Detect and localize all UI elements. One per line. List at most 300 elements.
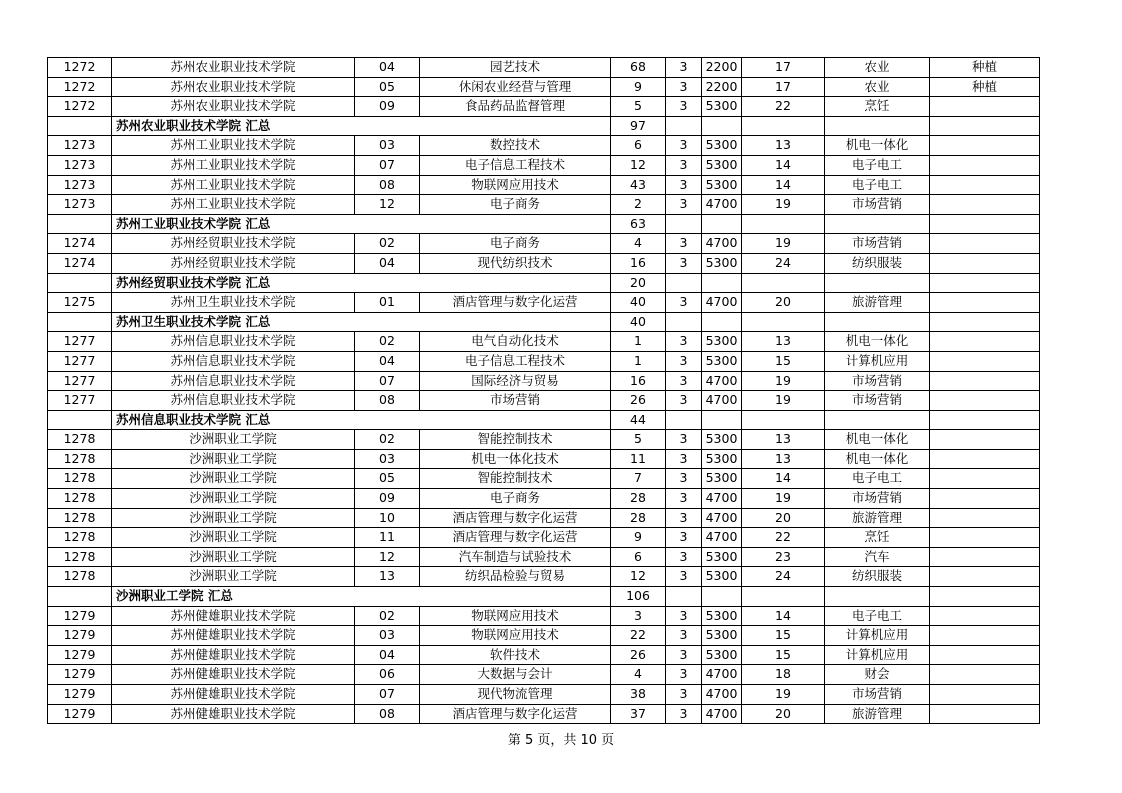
plan-count-cell: 37 (611, 704, 666, 724)
major-group-cell: 15 (742, 351, 825, 371)
duration-cell: 3 (666, 77, 702, 97)
empty-cell (666, 214, 702, 234)
remark-cell: 种植 (930, 58, 1040, 78)
plan-count-cell: 26 (611, 645, 666, 665)
major-group-cell: 19 (742, 371, 825, 391)
empty-cell (48, 273, 112, 293)
institution-code-cell: 1278 (48, 489, 112, 509)
major-code-cell: 02 (355, 430, 420, 450)
remark-cell (930, 626, 1040, 646)
summary-total-cell: 40 (611, 312, 666, 332)
duration-cell: 3 (666, 606, 702, 626)
major-name-cell: 数控技术 (420, 136, 611, 156)
institution-code-cell: 1272 (48, 58, 112, 78)
remark-cell (930, 430, 1040, 450)
major-group-cell: 14 (742, 175, 825, 195)
major-name-cell: 食品药品监督管理 (420, 97, 611, 117)
institution-code-cell: 1273 (48, 155, 112, 175)
major-code-cell: 03 (355, 136, 420, 156)
empty-cell (930, 214, 1040, 234)
category-cell: 旅游管理 (825, 508, 930, 528)
institution-code-cell: 1273 (48, 175, 112, 195)
school-name-cell: 苏州健雄职业技术学院 (112, 665, 355, 685)
plan-count-cell: 4 (611, 234, 666, 254)
major-name-cell: 国际经济与贸易 (420, 371, 611, 391)
major-group-cell: 22 (742, 97, 825, 117)
school-name-cell: 苏州信息职业技术学院 (112, 351, 355, 371)
table-row (48, 195, 1040, 215)
duration-cell: 3 (666, 371, 702, 391)
institution-code-cell: 1274 (48, 253, 112, 273)
category-cell: 市场营销 (825, 685, 930, 705)
plan-count-cell: 28 (611, 489, 666, 509)
summary-title-cell: 苏州经贸职业技术学院 汇总 (112, 273, 611, 293)
plan-count-cell: 16 (611, 371, 666, 391)
plan-count-cell: 11 (611, 449, 666, 469)
category-cell: 机电一体化 (825, 449, 930, 469)
major-name-cell: 电子信息工程技术 (420, 351, 611, 371)
plan-count-cell: 4 (611, 665, 666, 685)
empty-cell (666, 587, 702, 607)
major-name-cell: 智能控制技术 (420, 430, 611, 450)
major-code-cell: 12 (355, 547, 420, 567)
major-group-cell: 19 (742, 391, 825, 411)
institution-code-cell: 1272 (48, 77, 112, 97)
table-row (48, 253, 1040, 273)
remark-cell (930, 567, 1040, 587)
category-cell: 计算机应用 (825, 645, 930, 665)
summary-total-cell: 106 (611, 587, 666, 607)
table-row (48, 606, 1040, 626)
duration-cell: 3 (666, 645, 702, 665)
institution-code-cell: 1277 (48, 371, 112, 391)
major-name-cell: 酒店管理与数字化运营 (420, 704, 611, 724)
major-code-cell: 03 (355, 449, 420, 469)
plan-count-cell: 28 (611, 508, 666, 528)
tuition-fee-cell: 5300 (702, 351, 742, 371)
category-cell: 计算机应用 (825, 351, 930, 371)
institution-code-cell: 1279 (48, 645, 112, 665)
duration-cell: 3 (666, 97, 702, 117)
institution-code-cell: 1278 (48, 528, 112, 548)
remark-cell (930, 136, 1040, 156)
major-code-cell: 08 (355, 175, 420, 195)
summary-title-cell: 苏州农业职业技术学院 汇总 (112, 116, 611, 136)
plan-count-cell: 3 (611, 606, 666, 626)
major-group-cell: 14 (742, 155, 825, 175)
table-row (48, 155, 1040, 175)
tuition-fee-cell: 4700 (702, 508, 742, 528)
major-code-cell: 09 (355, 97, 420, 117)
major-group-cell: 17 (742, 58, 825, 78)
major-name-cell: 现代纺织技术 (420, 253, 611, 273)
tuition-fee-cell: 5300 (702, 567, 742, 587)
empty-cell (742, 312, 825, 332)
duration-cell: 3 (666, 351, 702, 371)
remark-cell (930, 449, 1040, 469)
plan-count-cell: 1 (611, 351, 666, 371)
empty-cell (666, 410, 702, 430)
empty-cell (702, 410, 742, 430)
major-code-cell: 06 (355, 665, 420, 685)
major-name-cell: 大数据与会计 (420, 665, 611, 685)
duration-cell: 3 (666, 547, 702, 567)
empty-cell (930, 410, 1040, 430)
remark-cell (930, 704, 1040, 724)
remark-cell (930, 469, 1040, 489)
tuition-fee-cell: 4700 (702, 234, 742, 254)
school-name-cell: 沙洲职业工学院 (112, 430, 355, 450)
table-row (48, 567, 1040, 587)
major-code-cell: 01 (355, 293, 420, 313)
empty-cell (702, 214, 742, 234)
empty-cell (825, 410, 930, 430)
table-row (48, 645, 1040, 665)
major-code-cell: 13 (355, 567, 420, 587)
plan-count-cell: 68 (611, 58, 666, 78)
duration-cell: 3 (666, 704, 702, 724)
duration-cell: 3 (666, 136, 702, 156)
school-name-cell: 沙洲职业工学院 (112, 508, 355, 528)
major-name-cell: 物联网应用技术 (420, 626, 611, 646)
remark-cell: 种植 (930, 77, 1040, 97)
major-code-cell: 11 (355, 528, 420, 548)
school-name-cell: 苏州信息职业技术学院 (112, 391, 355, 411)
major-name-cell: 电子商务 (420, 234, 611, 254)
empty-cell (930, 312, 1040, 332)
major-name-cell: 电气自动化技术 (420, 332, 611, 352)
category-cell: 机电一体化 (825, 136, 930, 156)
table-row (48, 704, 1040, 724)
tuition-fee-cell: 5300 (702, 175, 742, 195)
major-code-cell: 04 (355, 253, 420, 273)
table-row (48, 293, 1040, 313)
major-code-cell: 10 (355, 508, 420, 528)
institution-code-cell: 1278 (48, 508, 112, 528)
tuition-fee-cell: 2200 (702, 58, 742, 78)
major-name-cell: 现代物流管理 (420, 685, 611, 705)
category-cell: 机电一体化 (825, 332, 930, 352)
remark-cell (930, 528, 1040, 548)
major-group-cell: 19 (742, 489, 825, 509)
table-row (48, 351, 1040, 371)
summary-total-cell: 63 (611, 214, 666, 234)
major-code-cell: 02 (355, 234, 420, 254)
school-name-cell: 沙洲职业工学院 (112, 489, 355, 509)
major-name-cell: 酒店管理与数字化运营 (420, 293, 611, 313)
table-body (48, 58, 1040, 724)
major-name-cell: 物联网应用技术 (420, 175, 611, 195)
category-cell: 烹饪 (825, 528, 930, 548)
major-code-cell: 07 (355, 371, 420, 391)
table-row (48, 175, 1040, 195)
school-name-cell: 苏州工业职业技术学院 (112, 155, 355, 175)
remark-cell (930, 665, 1040, 685)
remark-cell (930, 195, 1040, 215)
major-name-cell: 电子商务 (420, 489, 611, 509)
school-name-cell: 苏州健雄职业技术学院 (112, 645, 355, 665)
duration-cell: 3 (666, 175, 702, 195)
institution-code-cell: 1279 (48, 665, 112, 685)
remark-cell (930, 547, 1040, 567)
major-group-cell: 14 (742, 469, 825, 489)
major-name-cell: 物联网应用技术 (420, 606, 611, 626)
tuition-fee-cell: 5300 (702, 253, 742, 273)
remark-cell (930, 489, 1040, 509)
empty-cell (48, 116, 112, 136)
major-name-cell: 软件技术 (420, 645, 611, 665)
institution-code-cell: 1279 (48, 626, 112, 646)
major-code-cell: 05 (355, 77, 420, 97)
tuition-fee-cell: 5300 (702, 97, 742, 117)
plan-count-cell: 5 (611, 97, 666, 117)
table-row (48, 77, 1040, 97)
institution-code-cell: 1273 (48, 195, 112, 215)
institution-code-cell: 1277 (48, 391, 112, 411)
school-name-cell: 苏州经贸职业技术学院 (112, 234, 355, 254)
empty-cell (742, 587, 825, 607)
remark-cell (930, 253, 1040, 273)
institution-code-cell: 1279 (48, 606, 112, 626)
tuition-fee-cell: 4700 (702, 704, 742, 724)
table-row (48, 332, 1040, 352)
tuition-fee-cell: 5300 (702, 449, 742, 469)
table-row (48, 391, 1040, 411)
duration-cell: 3 (666, 469, 702, 489)
school-name-cell: 苏州健雄职业技术学院 (112, 704, 355, 724)
plan-count-cell: 2 (611, 195, 666, 215)
empty-cell (48, 214, 112, 234)
category-cell: 电子电工 (825, 175, 930, 195)
remark-cell (930, 391, 1040, 411)
category-cell: 旅游管理 (825, 293, 930, 313)
major-group-cell: 20 (742, 704, 825, 724)
empty-cell (742, 273, 825, 293)
major-group-cell: 19 (742, 195, 825, 215)
major-name-cell: 纺织品检验与贸易 (420, 567, 611, 587)
major-group-cell: 15 (742, 626, 825, 646)
table-row (48, 58, 1040, 78)
major-group-cell: 13 (742, 332, 825, 352)
plan-count-cell: 9 (611, 528, 666, 548)
plan-count-cell: 1 (611, 332, 666, 352)
table-row (48, 685, 1040, 705)
major-code-cell: 04 (355, 645, 420, 665)
empty-cell (930, 116, 1040, 136)
school-name-cell: 苏州卫生职业技术学院 (112, 293, 355, 313)
table-row (48, 449, 1040, 469)
tuition-fee-cell: 5300 (702, 626, 742, 646)
major-group-cell: 13 (742, 136, 825, 156)
school-name-cell: 苏州信息职业技术学院 (112, 371, 355, 391)
major-name-cell: 汽车制造与试验技术 (420, 547, 611, 567)
institution-code-cell: 1278 (48, 449, 112, 469)
major-name-cell: 机电一体化技术 (420, 449, 611, 469)
tuition-fee-cell: 5300 (702, 332, 742, 352)
empty-cell (825, 214, 930, 234)
plan-count-cell: 16 (611, 253, 666, 273)
empty-cell (666, 312, 702, 332)
school-name-cell: 沙洲职业工学院 (112, 449, 355, 469)
remark-cell (930, 371, 1040, 391)
summary-row (48, 312, 1040, 332)
tuition-fee-cell: 4700 (702, 371, 742, 391)
duration-cell: 3 (666, 234, 702, 254)
plan-count-cell: 12 (611, 155, 666, 175)
major-group-cell: 14 (742, 606, 825, 626)
plan-count-cell: 7 (611, 469, 666, 489)
tuition-fee-cell: 4700 (702, 685, 742, 705)
empty-cell (742, 116, 825, 136)
school-name-cell: 苏州工业职业技术学院 (112, 175, 355, 195)
remark-cell (930, 293, 1040, 313)
remark-cell (930, 97, 1040, 117)
duration-cell: 3 (666, 155, 702, 175)
major-group-cell: 13 (742, 430, 825, 450)
duration-cell: 3 (666, 489, 702, 509)
major-name-cell: 酒店管理与数字化运营 (420, 508, 611, 528)
category-cell: 烹饪 (825, 97, 930, 117)
major-code-cell: 09 (355, 489, 420, 509)
empty-cell (48, 312, 112, 332)
enrollment-plan-table (47, 57, 1040, 724)
major-group-cell: 24 (742, 253, 825, 273)
category-cell: 纺织服装 (825, 567, 930, 587)
duration-cell: 3 (666, 253, 702, 273)
category-cell: 市场营销 (825, 234, 930, 254)
table-row (48, 136, 1040, 156)
remark-cell (930, 508, 1040, 528)
category-cell: 财会 (825, 665, 930, 685)
summary-title-cell: 沙洲职业工学院 汇总 (112, 587, 611, 607)
major-code-cell: 02 (355, 606, 420, 626)
category-cell: 计算机应用 (825, 626, 930, 646)
school-name-cell: 苏州农业职业技术学院 (112, 77, 355, 97)
major-code-cell: 02 (355, 332, 420, 352)
category-cell: 农业 (825, 77, 930, 97)
plan-count-cell: 5 (611, 430, 666, 450)
category-cell: 市场营销 (825, 371, 930, 391)
major-name-cell: 智能控制技术 (420, 469, 611, 489)
duration-cell: 3 (666, 293, 702, 313)
institution-code-cell: 1279 (48, 704, 112, 724)
institution-code-cell: 1278 (48, 567, 112, 587)
tuition-fee-cell: 5300 (702, 547, 742, 567)
school-name-cell: 苏州农业职业技术学院 (112, 58, 355, 78)
duration-cell: 3 (666, 58, 702, 78)
plan-count-cell: 6 (611, 547, 666, 567)
tuition-fee-cell: 2200 (702, 77, 742, 97)
empty-cell (702, 312, 742, 332)
major-code-cell: 03 (355, 626, 420, 646)
table-row (48, 97, 1040, 117)
school-name-cell: 苏州工业职业技术学院 (112, 195, 355, 215)
tuition-fee-cell: 5300 (702, 645, 742, 665)
major-code-cell: 08 (355, 704, 420, 724)
tuition-fee-cell: 5300 (702, 606, 742, 626)
major-name-cell: 酒店管理与数字化运营 (420, 528, 611, 548)
summary-row (48, 273, 1040, 293)
table-row (48, 626, 1040, 646)
summary-row (48, 214, 1040, 234)
category-cell: 机电一体化 (825, 430, 930, 450)
table-row (48, 547, 1040, 567)
major-code-cell: 04 (355, 351, 420, 371)
major-group-cell: 13 (742, 449, 825, 469)
major-code-cell: 08 (355, 391, 420, 411)
school-name-cell: 沙洲职业工学院 (112, 528, 355, 548)
tuition-fee-cell: 4700 (702, 293, 742, 313)
major-group-cell: 19 (742, 234, 825, 254)
tuition-fee-cell: 4700 (702, 391, 742, 411)
major-name-cell: 电子信息工程技术 (420, 155, 611, 175)
major-name-cell: 市场营销 (420, 391, 611, 411)
plan-count-cell: 9 (611, 77, 666, 97)
table-row (48, 528, 1040, 548)
major-name-cell: 休闲农业经营与管理 (420, 77, 611, 97)
tuition-fee-cell: 5300 (702, 469, 742, 489)
institution-code-cell: 1278 (48, 469, 112, 489)
empty-cell (666, 273, 702, 293)
institution-code-cell: 1277 (48, 351, 112, 371)
tuition-fee-cell: 5300 (702, 430, 742, 450)
institution-code-cell: 1275 (48, 293, 112, 313)
remark-cell (930, 234, 1040, 254)
major-group-cell: 19 (742, 685, 825, 705)
duration-cell: 3 (666, 332, 702, 352)
institution-code-cell: 1274 (48, 234, 112, 254)
category-cell: 市场营销 (825, 391, 930, 411)
table-row (48, 234, 1040, 254)
plan-count-cell: 43 (611, 175, 666, 195)
institution-code-cell: 1273 (48, 136, 112, 156)
remark-cell (930, 332, 1040, 352)
summary-row (48, 587, 1040, 607)
empty-cell (702, 116, 742, 136)
empty-cell (742, 410, 825, 430)
category-cell: 市场营销 (825, 489, 930, 509)
table-row (48, 371, 1040, 391)
table-row (48, 489, 1040, 509)
duration-cell: 3 (666, 626, 702, 646)
duration-cell: 3 (666, 391, 702, 411)
institution-code-cell: 1272 (48, 97, 112, 117)
tuition-fee-cell: 5300 (702, 155, 742, 175)
empty-cell (666, 116, 702, 136)
summary-row (48, 116, 1040, 136)
major-group-cell: 15 (742, 645, 825, 665)
duration-cell: 3 (666, 508, 702, 528)
empty-cell (825, 312, 930, 332)
major-name-cell: 电子商务 (420, 195, 611, 215)
duration-cell: 3 (666, 665, 702, 685)
table-row (48, 430, 1040, 450)
remark-cell (930, 645, 1040, 665)
summary-total-cell: 20 (611, 273, 666, 293)
school-name-cell: 苏州信息职业技术学院 (112, 332, 355, 352)
institution-code-cell: 1277 (48, 332, 112, 352)
category-cell: 电子电工 (825, 606, 930, 626)
duration-cell: 3 (666, 528, 702, 548)
empty-cell (702, 273, 742, 293)
category-cell: 旅游管理 (825, 704, 930, 724)
tuition-fee-cell: 4700 (702, 528, 742, 548)
empty-cell (702, 587, 742, 607)
empty-cell (930, 273, 1040, 293)
tuition-fee-cell: 4700 (702, 665, 742, 685)
institution-code-cell: 1279 (48, 685, 112, 705)
category-cell: 汽车 (825, 547, 930, 567)
